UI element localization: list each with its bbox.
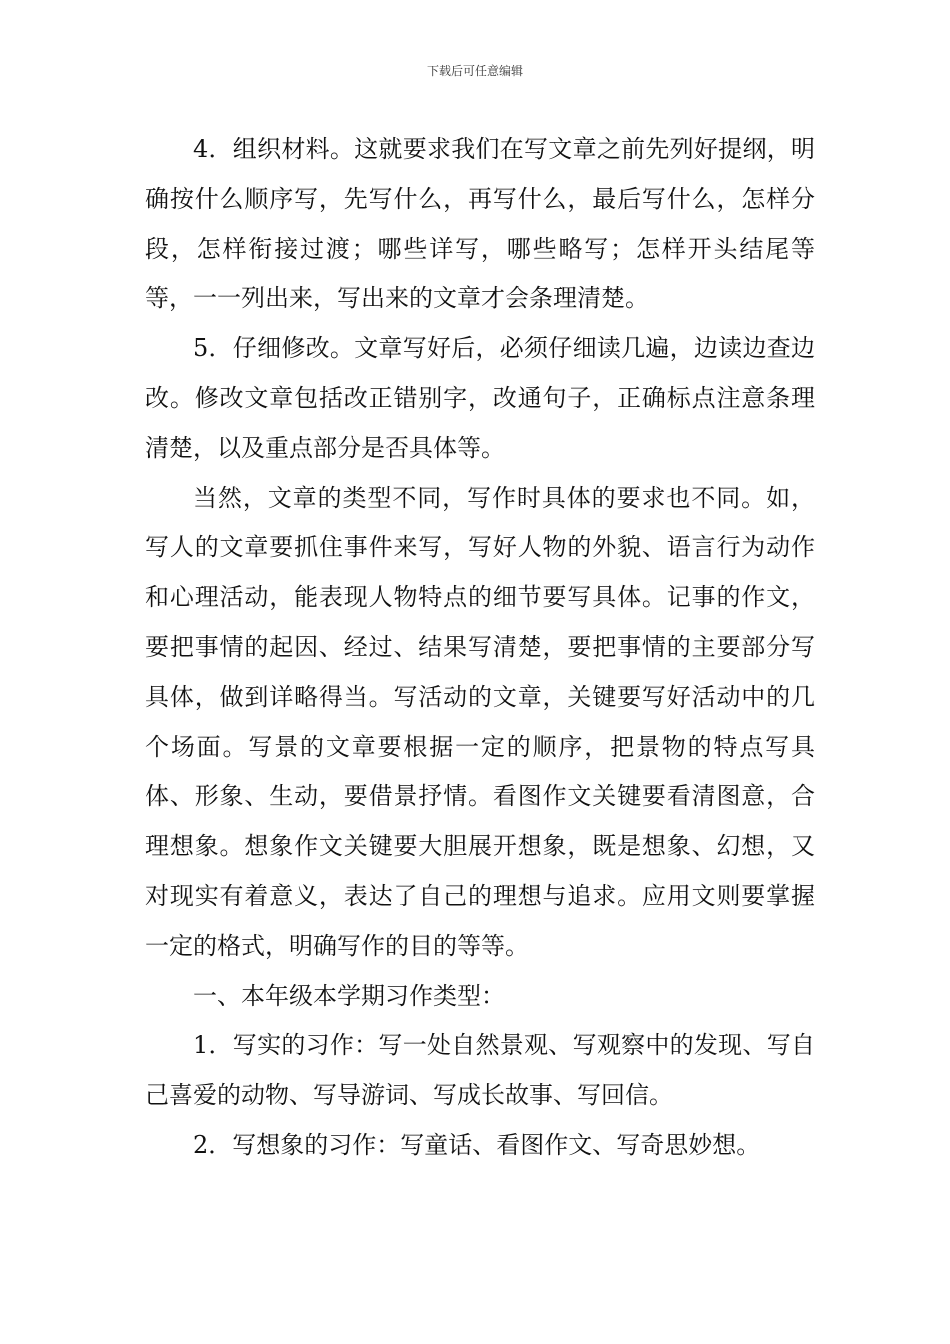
section-heading-writing-types: 一、本年级本学期习作类型： — [193, 981, 505, 1010]
page-header-note: 下载后可任意编辑 — [426, 64, 523, 78]
paragraph-careful-revision: 5．仔细修改。文章写好后，必须仔细读几遍，边读边查边改。修改文章包括改正错别字，改通句子，正确标点注意条理清楚，以及重点部分是否具体等。 — [145, 334, 815, 462]
document-body — [145, 125, 815, 1171]
paragraph-article-types: 当然，文章的类型不同，写作时具体的要求也不同。如，写人的文章要抓住事件来写，写好人物的外貌、语言行为动作和心理活动，能表现人物特点的细节要写具体。记事的作文，要把事情的起因、经过、结果写清楚，要把事情的主要部分写具体，做到详略得当。写活动的文章，关键要写好活动中的几个场面。写景的文章要根据一定的顺序，把景物的特点写具体、形象、生动，要借景抒情。看图作文关键要看清图意，合理想象。想象作文关键要大胆展开想象，既是想象、幻想，又对现实有着意义，表达了自己的理想与追求。应用文则要掌握一定的格式，明确写作的目的等等。 — [145, 483, 815, 960]
list-item-imaginative-writing: 2．写想象的习作：写童话、看图作文、写奇思妙想。 — [193, 1130, 761, 1159]
paragraph-organize-materials: 4．组织材料。这就要求我们在写文章之前先列好提纲，明确按什么顺序写，先写什么，再写什么，最后写什么，怎样分段，怎样衔接过渡；哪些详写，哪些略写；怎样开头结尾等等，一一列出来，写出来的文章才会条理清楚。 — [145, 135, 815, 313]
list-item-realistic-writing: 1．写实的习作：写一处自然景观、写观察中的发现、写自己喜爱的动物、写导游词、写成长故事、写回信。 — [145, 1031, 815, 1110]
